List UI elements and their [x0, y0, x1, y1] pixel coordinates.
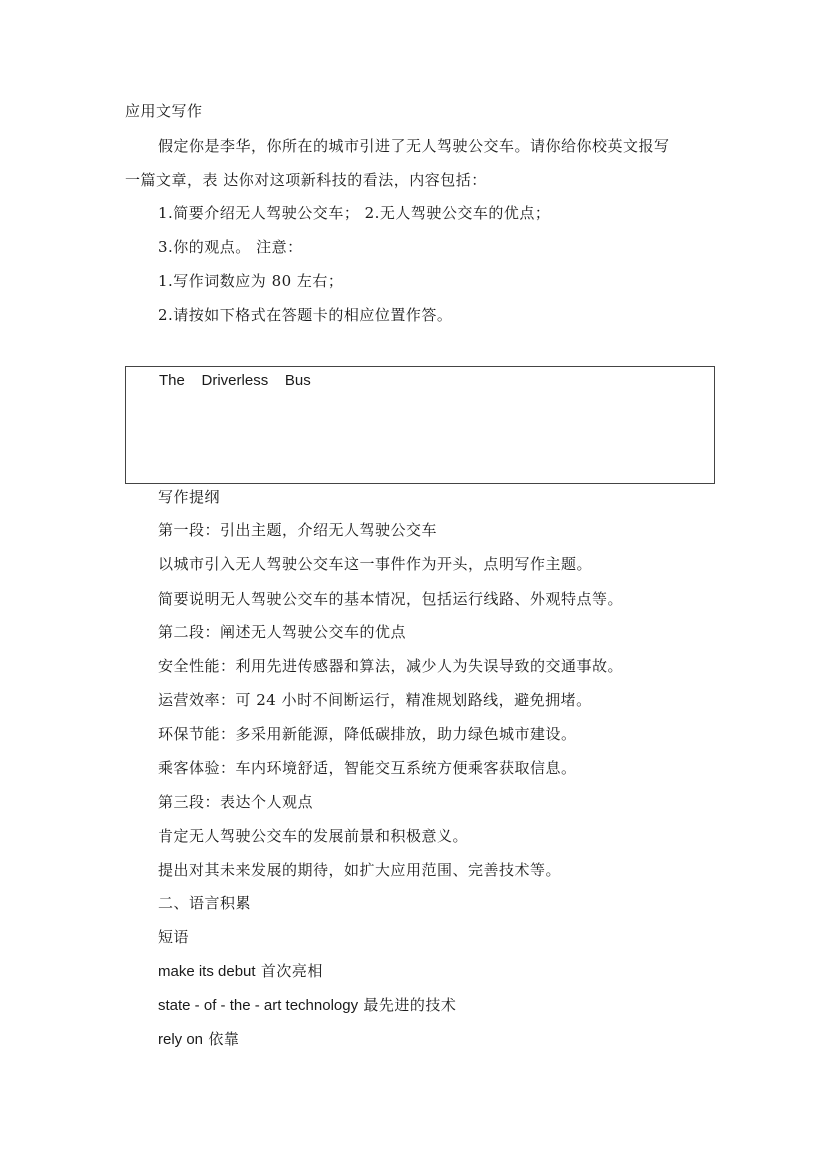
- prompt-line-3: 1.简要介绍无人驾驶公交车； 2.无人驾驶公交车的优点；: [158, 204, 551, 222]
- outline-p2-d: 乘客体验：车内环境舒适，智能交互系统方便乘客获取信息。: [158, 759, 577, 777]
- prompt-line-5: 1.写作词数应为 80 左右；: [158, 272, 344, 290]
- outline-p3-b: 提出对其未来发展的期待，如扩大应用范围、完善技术等。: [158, 861, 562, 879]
- phrase-chinese: 最先进的技术: [363, 996, 457, 1014]
- outline-p2-title: 第二段：阐述无人驾驶公交车的优点: [158, 623, 407, 641]
- phrases-label: 短语: [158, 928, 190, 946]
- outline-p1-b: 简要说明无人驾驶公交车的基本情况，包括运行线路、外观特点等。: [158, 590, 624, 608]
- phrase-item: [158, 961, 323, 982]
- outline-p2-a: 安全性能：利用先进传感器和算法，减少人为失误导致的交通事故。: [158, 657, 624, 675]
- prompt-line-4: 3.你的观点。 注意：: [158, 238, 303, 256]
- phrase-item: [158, 1029, 239, 1050]
- prompt-line-6: 2.请按如下格式在答题卡的相应位置作答。: [158, 306, 453, 324]
- outline-p3-title: 第三段：表达个人观点: [158, 793, 314, 811]
- outline-p3-a: 肯定无人驾驶公交车的发展前景和积极意义。: [158, 827, 469, 845]
- prompt-line-1: 假定你是李华，你所在的城市引进了无人驾驶公交车。请你给你校英文报写: [158, 137, 670, 155]
- language-section-title: 二、语言积累: [158, 894, 252, 912]
- phrase-english: make its debut: [158, 963, 256, 980]
- outline-p1-title: 第一段：引出主题，介绍无人驾驶公交车: [158, 521, 438, 539]
- phrase-chinese: 依靠: [208, 1030, 240, 1048]
- outline-p1-a: 以城市引入无人驾驶公交车这一事件作为开头，点明写作主题。: [158, 555, 593, 573]
- phrase-chinese: 首次亮相: [260, 962, 323, 980]
- prompt-line-2: 一篇文章，表 达你对这项新科技的看法，内容包括：: [125, 171, 487, 189]
- phrase-english: state - of - the - art technology: [158, 997, 359, 1014]
- outline-p2-c: 环保节能：多采用新能源，降低碳排放，助力绿色城市建设。: [158, 725, 577, 743]
- phrase-english: rely on: [158, 1031, 204, 1048]
- answer-box: [125, 366, 715, 484]
- page-heading: 应用文写作: [125, 102, 203, 120]
- phrase-item: [158, 995, 456, 1016]
- outline-title: 写作提纲: [158, 488, 221, 506]
- outline-p2-b: 运营效率：可 24 小时不间断运行，精准规划路线，避免拥堵。: [158, 691, 592, 709]
- answer-box-title: The Driverless Bus: [159, 372, 311, 389]
